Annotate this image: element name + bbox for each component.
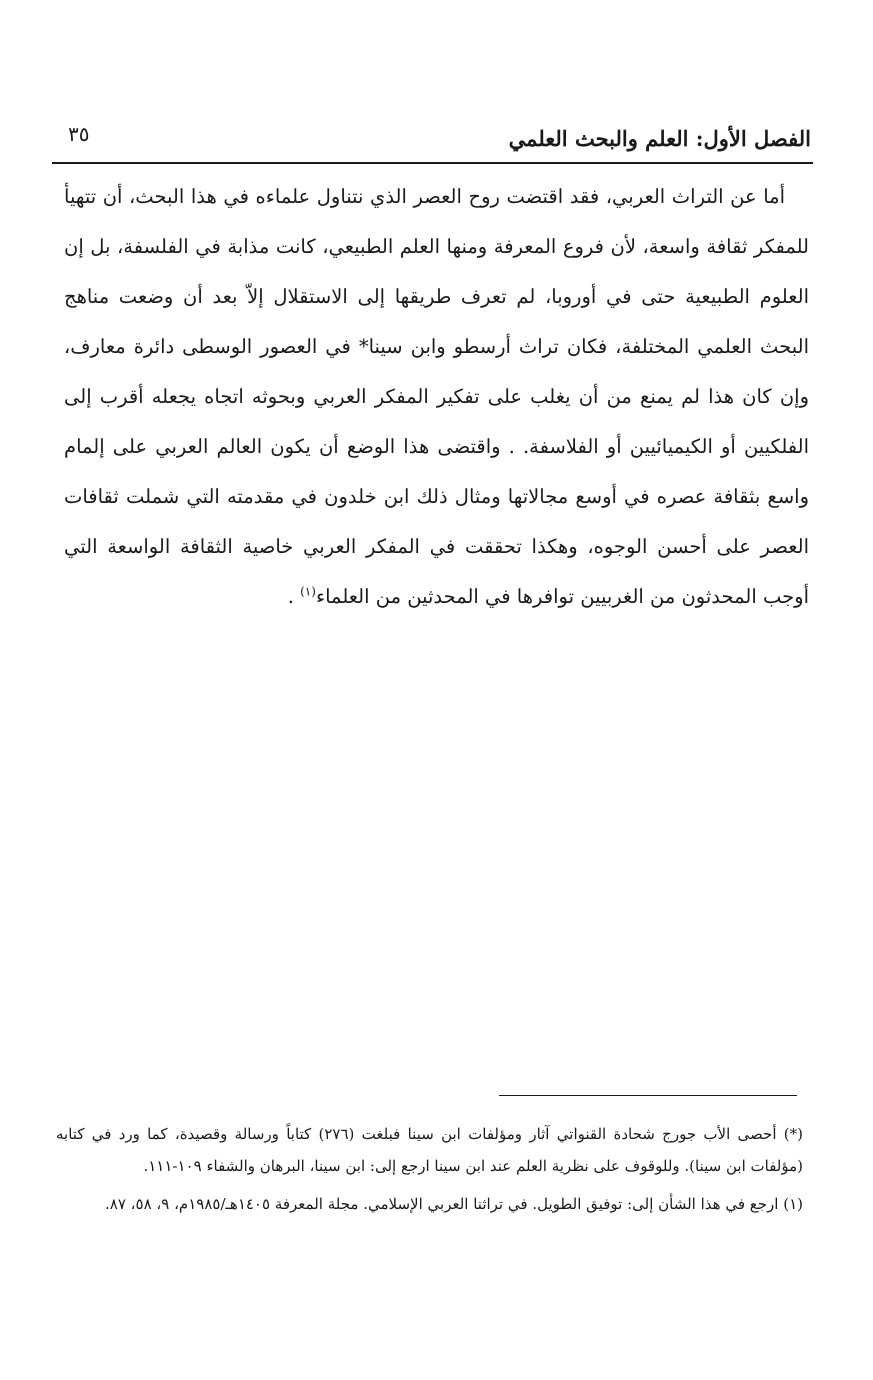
footnote-reference: (١) — [300, 584, 316, 599]
footnote-1: (١) ارجع في هذا الشأن إلى: توفيق الطويل. في تراثنا العربي الإسلامي. مجلة المعرفة ١٤٠٥هـ/١٩٨٥م، ٩، ٥٨، ٨٧. — [105, 1195, 803, 1213]
footnote-divider — [499, 1095, 797, 1096]
body-paragraph — [64, 172, 809, 622]
body-paragraph-text: أما عن التراث العربي، فقد اقتضت روح العصر الذي نتناول علماءه في هذا البحث، أن تتهيأ للمفكر ثقافة واسعة، لأن فروع المعرفة ومنها العلم الطبيعي، كانت مذابة في الفلسفة، بل إن العلوم الطبيعية حتى في أوروبا، لم تعرف طريقها إلى الاستقلال إلاّ بعد أن وضعت مناهج البحث العلمي المختلفة، فكان تراث أرسطو وابن سينا* في العصور الوسطى دائرة معارف، وإن كان هذا لم يمنع من أن يغلب على تفكير المفكر العربي وبحوثه اتجاه يجعله أقرب إلى الفلكيين أو الكيميائيين أو الفلاسفة. . واقتضى هذا الوضع أن يكون العالم العربي على إلمام واسع بثقافة عصره في أوسع مجالاتها ومثال ذلك ابن خلدون في مقدمته التي شملت ثقافات العصر على أحسن الوجوه، وهكذا تحققت في المفكر العربي خاصية الثقافة الواسعة التي أوجب المحدثون من الغربيين توافرها في المحدثين من العلماء — [64, 185, 809, 608]
header-divider — [52, 162, 813, 164]
chapter-title: الفصل الأول: العلم والبحث العلمي — [508, 126, 811, 151]
footnotes — [56, 1118, 803, 1226]
body-paragraph-end: . — [287, 585, 301, 608]
main-text — [64, 172, 809, 622]
page-number: ٣٥ — [68, 122, 90, 146]
footnote-star: (*) أحصى الأب جورج شحادة القنواتي آثار ومؤلفات ابن سينا فبلغت (٢٧٦) كتاباً ورسالة وقصيدة، كما ورد في كتابه (مؤلفات ابن سينا). وللوقوف على نظرية العلم عند ابن سينا ارجع إلى: ابن سينا، البرهان والشفاء ١٠٩-١١١. — [56, 1125, 804, 1175]
